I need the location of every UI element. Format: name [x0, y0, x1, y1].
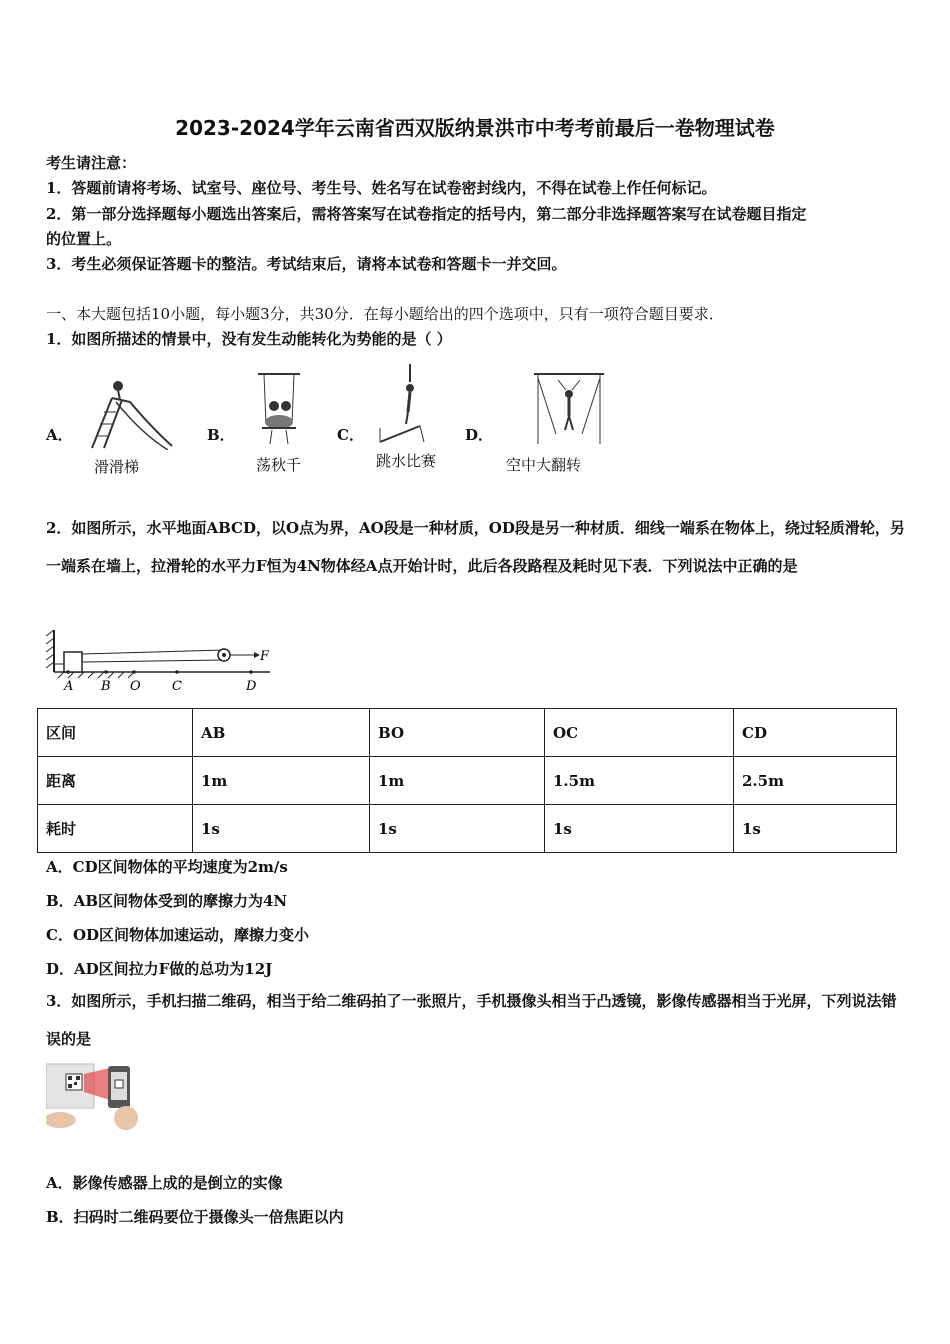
table-cell: 耗时 — [38, 805, 193, 853]
table-row — [38, 805, 897, 853]
q2-option-c: C．OD区间物体加速运动，摩擦力变小 — [46, 926, 310, 944]
point-c-label: C — [172, 679, 182, 694]
table-cell: 1s — [545, 805, 734, 853]
notice-item-2b: 的位置上。 — [46, 230, 122, 248]
table-cell: 区间 — [38, 709, 193, 757]
point-b-label: B — [101, 679, 111, 694]
point-d-label: D — [246, 679, 257, 694]
q1-option-b-label: B． — [207, 426, 235, 444]
notice-item-3: 3．考生必须保证答题卡的整洁。考试结束后，请将本试卷和答题卡一并交回。 — [46, 255, 567, 273]
q1-option-a-label: A． — [46, 426, 73, 444]
q2-stem: 2．如图所示，水平地面ABCD，以O点为界，AO段是一种材质，OD段是另一种材质．细线一端系在物体上，绕过轻质滑轮，另一端系在墙上，拉滑轮的水平力F恒为4N物体经A点开始计时，此后各段路程及耗时见下表．下列说法中正确的是 — [46, 519, 905, 575]
table-cell: BO — [370, 709, 545, 757]
point-a-label: A — [64, 679, 74, 694]
pulley-diagram — [44, 628, 278, 694]
table-cell: 2.5m — [734, 757, 897, 805]
q1-option-b-caption: 荡秋千 — [256, 456, 302, 474]
table-row — [38, 709, 897, 757]
table-cell: 1s — [193, 805, 370, 853]
table-cell: 1s — [370, 805, 545, 853]
table-cell: CD — [734, 709, 897, 757]
swing-illustration — [252, 372, 306, 448]
q1-option-c-caption: 跳水比赛 — [376, 452, 437, 470]
q1-option-d-caption: 空中大翻转 — [506, 456, 582, 474]
table-cell: AB — [193, 709, 370, 757]
q3-option-a: A．影像传感器上成的是倒立的实像 — [46, 1174, 283, 1192]
slide-illustration — [82, 378, 177, 450]
q1-option-a-caption: 滑滑梯 — [94, 458, 140, 476]
table-cell: 1m — [370, 757, 545, 805]
page-title: 2023-2024学年云南省西双版纳景洪市中考考前最后一卷物理试卷 — [175, 116, 775, 140]
q2-data-table — [37, 708, 897, 853]
table-row — [38, 757, 897, 805]
table-cell: 1m — [193, 757, 370, 805]
qr-scan-photo — [46, 1060, 142, 1134]
diving-illustration — [376, 362, 446, 444]
q3-option-b: B．扫码时二维码要位于摄像头一倍焦距以内 — [46, 1208, 344, 1226]
q2-option-d: D．AD区间拉力F做的总功为12J — [46, 960, 273, 978]
point-o-label: O — [130, 679, 141, 694]
table-cell: 距离 — [38, 757, 193, 805]
notice-item-2a: 2．第一部分选择题每小题选出答案后，需将答案写在试卷指定的括号内，第二部分非选择题答案写在试卷题目指定 — [46, 205, 807, 223]
q2-option-b: B．AB区间物体受到的摩擦力为4N — [46, 892, 288, 910]
q1-option-d-label: D． — [465, 426, 494, 444]
q1-option-c-label: C． — [337, 426, 364, 444]
table-cell: 1.5m — [545, 757, 734, 805]
notice-item-1: 1．答题前请将考场、试室号、座位号、考生号、姓名写在试卷密封线内，不得在试卷上作任何标记。 — [46, 179, 717, 197]
force-f-label: F — [260, 649, 270, 664]
q3-stem: 3．如图所示，手机扫描二维码，相当于给二维码拍了一张照片，手机摄像头相当于凸透镜，影像传感器相当于光屏，下列说法错误的是 — [46, 992, 897, 1048]
notice-heading: 考生请注意： — [46, 154, 137, 172]
section-heading: 一、本大题包括10小题，每小题3分，共30分．在每小题给出的四个选项中，只有一项符合题目要求． — [46, 305, 724, 323]
q1-stem: 1．如图所描述的情景中，没有发生动能转化为势能的是（ ） — [46, 330, 452, 348]
q2-option-a: A．CD区间物体的平均速度为2m/s — [46, 858, 288, 876]
gymnastics-illustration — [530, 370, 608, 446]
table-cell: OC — [545, 709, 734, 757]
table-cell: 1s — [734, 805, 897, 853]
